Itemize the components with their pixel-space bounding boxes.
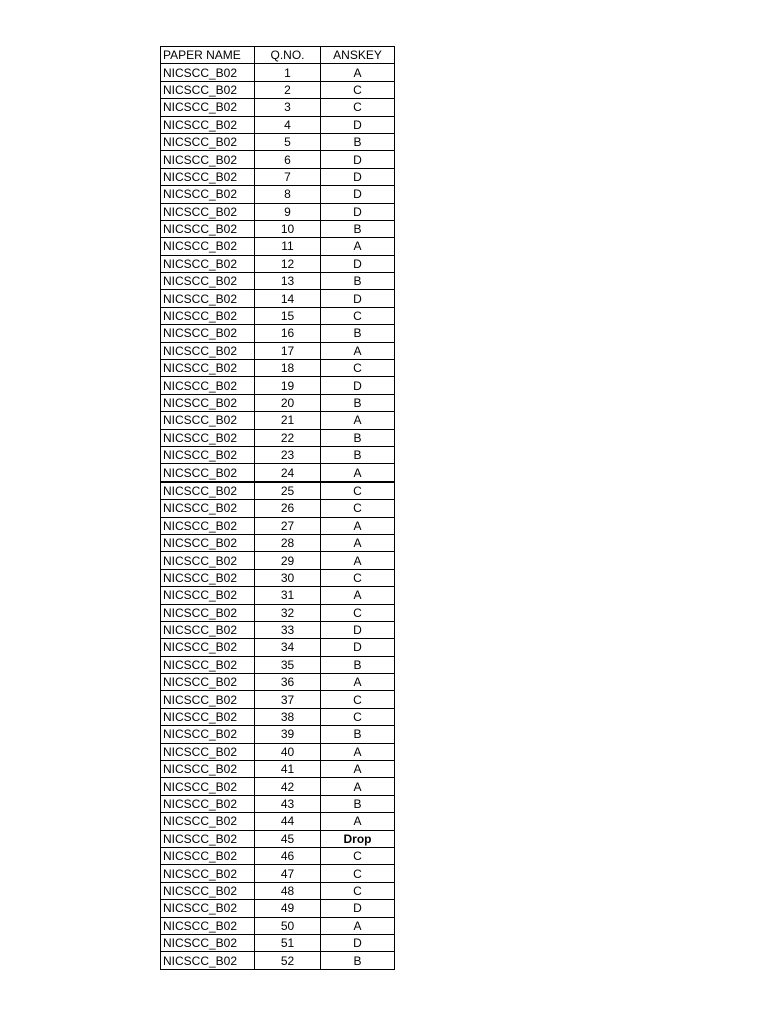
answer-key-cell: A	[321, 743, 395, 760]
question-number-cell: 45	[255, 830, 321, 847]
paper-name-cell: NICSCC_B02	[161, 900, 255, 917]
table-body	[161, 64, 395, 969]
paper-name-cell: NICSCC_B02	[161, 743, 255, 760]
question-number-cell: 35	[255, 656, 321, 673]
question-number-cell: 8	[255, 186, 321, 203]
answer-key-cell: B	[321, 446, 395, 463]
header-question-number: Q.NO.	[255, 47, 321, 64]
answer-key-cell: A	[321, 587, 395, 604]
answer-key-cell: D	[321, 290, 395, 307]
paper-name-cell: NICSCC_B02	[161, 429, 255, 446]
table-row	[161, 482, 395, 500]
paper-name-cell: NICSCC_B02	[161, 639, 255, 656]
question-number-cell: 12	[255, 255, 321, 272]
table-row	[161, 464, 395, 482]
answer-key-cell: C	[321, 691, 395, 708]
paper-name-cell: NICSCC_B02	[161, 656, 255, 673]
paper-name-cell: NICSCC_B02	[161, 569, 255, 586]
question-number-cell: 5	[255, 133, 321, 150]
question-number-cell: 42	[255, 778, 321, 795]
question-number-cell: 30	[255, 569, 321, 586]
answer-key-cell: A	[321, 552, 395, 569]
answer-key-cell: A	[321, 464, 395, 482]
table-row	[161, 569, 395, 586]
question-number-cell: 33	[255, 621, 321, 638]
paper-name-cell: NICSCC_B02	[161, 847, 255, 864]
table-row	[161, 133, 395, 150]
table-row	[161, 307, 395, 324]
header-paper-name: PAPER NAME	[161, 47, 255, 64]
paper-name-cell: NICSCC_B02	[161, 273, 255, 290]
question-number-cell: 4	[255, 116, 321, 133]
question-number-cell: 48	[255, 882, 321, 899]
paper-name-cell: NICSCC_B02	[161, 778, 255, 795]
paper-name-cell: NICSCC_B02	[161, 464, 255, 482]
table-row	[161, 99, 395, 116]
paper-name-cell: NICSCC_B02	[161, 255, 255, 272]
question-number-cell: 41	[255, 761, 321, 778]
answer-key-cell: C	[321, 482, 395, 500]
answer-key-cell: B	[321, 273, 395, 290]
paper-name-cell: NICSCC_B02	[161, 934, 255, 951]
paper-name-cell: NICSCC_B02	[161, 517, 255, 534]
table-row	[161, 847, 395, 864]
question-number-cell: 6	[255, 151, 321, 168]
table-row	[161, 552, 395, 569]
table-row	[161, 203, 395, 220]
table-row	[161, 220, 395, 237]
question-number-cell: 11	[255, 238, 321, 255]
question-number-cell: 1	[255, 64, 321, 81]
question-number-cell: 20	[255, 394, 321, 411]
answer-key-cell: D	[321, 203, 395, 220]
paper-name-cell: NICSCC_B02	[161, 500, 255, 517]
answer-key-cell: D	[321, 934, 395, 951]
answer-key-cell: C	[321, 865, 395, 882]
answer-key-cell: B	[321, 220, 395, 237]
question-number-cell: 18	[255, 360, 321, 377]
table-row	[161, 604, 395, 621]
paper-name-cell: NICSCC_B02	[161, 604, 255, 621]
paper-name-cell: NICSCC_B02	[161, 534, 255, 551]
question-number-cell: 32	[255, 604, 321, 621]
table-row	[161, 900, 395, 917]
answer-key-cell: B	[321, 133, 395, 150]
table-row	[161, 168, 395, 185]
question-number-cell: 25	[255, 482, 321, 500]
answer-key-cell: B	[321, 429, 395, 446]
answer-key-cell: D	[321, 151, 395, 168]
paper-name-cell: NICSCC_B02	[161, 621, 255, 638]
question-number-cell: 9	[255, 203, 321, 220]
header-row	[161, 47, 395, 64]
paper-name-cell: NICSCC_B02	[161, 587, 255, 604]
question-number-cell: 3	[255, 99, 321, 116]
question-number-cell: 14	[255, 290, 321, 307]
table-row	[161, 116, 395, 133]
paper-name-cell: NICSCC_B02	[161, 813, 255, 830]
paper-name-cell: NICSCC_B02	[161, 865, 255, 882]
paper-name-cell: NICSCC_B02	[161, 342, 255, 359]
table-row	[161, 446, 395, 463]
question-number-cell: 49	[255, 900, 321, 917]
answer-key-cell: A	[321, 534, 395, 551]
paper-name-cell: NICSCC_B02	[161, 360, 255, 377]
paper-name-cell: NICSCC_B02	[161, 377, 255, 394]
question-number-cell: 16	[255, 325, 321, 342]
paper-name-cell: NICSCC_B02	[161, 882, 255, 899]
question-number-cell: 21	[255, 412, 321, 429]
answer-key-cell: D	[321, 639, 395, 656]
table-row	[161, 865, 395, 882]
question-number-cell: 50	[255, 917, 321, 934]
answer-key-cell: D	[321, 186, 395, 203]
table-row	[161, 726, 395, 743]
table-row	[161, 830, 395, 847]
table-row	[161, 743, 395, 760]
table-row	[161, 934, 395, 951]
paper-name-cell: NICSCC_B02	[161, 325, 255, 342]
answer-key-cell: D	[321, 621, 395, 638]
question-number-cell: 13	[255, 273, 321, 290]
paper-name-cell: NICSCC_B02	[161, 220, 255, 237]
header-answer-key: ANSKEY	[321, 47, 395, 64]
question-number-cell: 28	[255, 534, 321, 551]
answer-key-table	[160, 46, 395, 970]
question-number-cell: 22	[255, 429, 321, 446]
table-row	[161, 186, 395, 203]
answer-key-cell: A	[321, 342, 395, 359]
answer-key-cell: D	[321, 255, 395, 272]
answer-key-cell: D	[321, 377, 395, 394]
table-row	[161, 534, 395, 551]
table-row	[161, 639, 395, 656]
table-row	[161, 429, 395, 446]
table-row	[161, 691, 395, 708]
table-row	[161, 238, 395, 255]
answer-key-cell: C	[321, 81, 395, 98]
table-row	[161, 587, 395, 604]
answer-key-cell: A	[321, 517, 395, 534]
paper-name-cell: NICSCC_B02	[161, 151, 255, 168]
paper-name-cell: NICSCC_B02	[161, 116, 255, 133]
answer-key-sheet	[160, 46, 395, 970]
answer-key-cell: C	[321, 847, 395, 864]
answer-key-cell: B	[321, 795, 395, 812]
table-row	[161, 778, 395, 795]
answer-key-cell: B	[321, 726, 395, 743]
question-number-cell: 10	[255, 220, 321, 237]
paper-name-cell: NICSCC_B02	[161, 290, 255, 307]
question-number-cell: 40	[255, 743, 321, 760]
question-number-cell: 31	[255, 587, 321, 604]
table-row	[161, 342, 395, 359]
answer-key-cell: C	[321, 99, 395, 116]
answer-key-cell: D	[321, 900, 395, 917]
paper-name-cell: NICSCC_B02	[161, 133, 255, 150]
answer-key-cell: A	[321, 917, 395, 934]
table-row	[161, 882, 395, 899]
paper-name-cell: NICSCC_B02	[161, 674, 255, 691]
table-row	[161, 674, 395, 691]
question-number-cell: 26	[255, 500, 321, 517]
question-number-cell: 36	[255, 674, 321, 691]
answer-key-cell: A	[321, 64, 395, 81]
table-row	[161, 795, 395, 812]
answer-key-cell: C	[321, 360, 395, 377]
question-number-cell: 17	[255, 342, 321, 359]
table-row	[161, 621, 395, 638]
answer-key-cell: B	[321, 952, 395, 969]
question-number-cell: 2	[255, 81, 321, 98]
question-number-cell: 23	[255, 446, 321, 463]
question-number-cell: 52	[255, 952, 321, 969]
question-number-cell: 47	[255, 865, 321, 882]
answer-key-cell: B	[321, 656, 395, 673]
table-row	[161, 290, 395, 307]
table-row	[161, 360, 395, 377]
question-number-cell: 37	[255, 691, 321, 708]
answer-key-cell: B	[321, 394, 395, 411]
table-row	[161, 517, 395, 534]
paper-name-cell: NICSCC_B02	[161, 203, 255, 220]
question-number-cell: 51	[255, 934, 321, 951]
paper-name-cell: NICSCC_B02	[161, 726, 255, 743]
answer-key-cell: A	[321, 813, 395, 830]
paper-name-cell: NICSCC_B02	[161, 552, 255, 569]
table-row	[161, 394, 395, 411]
paper-name-cell: NICSCC_B02	[161, 238, 255, 255]
paper-name-cell: NICSCC_B02	[161, 394, 255, 411]
answer-key-cell: C	[321, 500, 395, 517]
table-row	[161, 412, 395, 429]
paper-name-cell: NICSCC_B02	[161, 795, 255, 812]
question-number-cell: 19	[255, 377, 321, 394]
paper-name-cell: NICSCC_B02	[161, 99, 255, 116]
question-number-cell: 46	[255, 847, 321, 864]
question-number-cell: 15	[255, 307, 321, 324]
answer-key-cell: D	[321, 168, 395, 185]
paper-name-cell: NICSCC_B02	[161, 830, 255, 847]
answer-key-cell: D	[321, 116, 395, 133]
question-number-cell: 7	[255, 168, 321, 185]
paper-name-cell: NICSCC_B02	[161, 168, 255, 185]
table-row	[161, 761, 395, 778]
answer-key-cell: A	[321, 761, 395, 778]
paper-name-cell: NICSCC_B02	[161, 81, 255, 98]
paper-name-cell: NICSCC_B02	[161, 952, 255, 969]
answer-key-cell: A	[321, 238, 395, 255]
answer-key-cell: B	[321, 325, 395, 342]
question-number-cell: 29	[255, 552, 321, 569]
answer-key-cell: A	[321, 674, 395, 691]
answer-key-cell: C	[321, 569, 395, 586]
paper-name-cell: NICSCC_B02	[161, 64, 255, 81]
paper-name-cell: NICSCC_B02	[161, 186, 255, 203]
answer-key-cell: C	[321, 604, 395, 621]
table-row	[161, 64, 395, 81]
answer-key-cell: A	[321, 412, 395, 429]
paper-name-cell: NICSCC_B02	[161, 917, 255, 934]
table-row	[161, 917, 395, 934]
answer-key-cell: A	[321, 778, 395, 795]
table-row	[161, 656, 395, 673]
table-row	[161, 81, 395, 98]
table-row	[161, 952, 395, 969]
paper-name-cell: NICSCC_B02	[161, 691, 255, 708]
table-row	[161, 708, 395, 725]
question-number-cell: 44	[255, 813, 321, 830]
paper-name-cell: NICSCC_B02	[161, 482, 255, 500]
table-row	[161, 325, 395, 342]
answer-key-cell: C	[321, 882, 395, 899]
question-number-cell: 27	[255, 517, 321, 534]
question-number-cell: 24	[255, 464, 321, 482]
question-number-cell: 39	[255, 726, 321, 743]
question-number-cell: 34	[255, 639, 321, 656]
table-row	[161, 813, 395, 830]
paper-name-cell: NICSCC_B02	[161, 708, 255, 725]
answer-key-cell: Drop	[321, 830, 395, 847]
table-row	[161, 500, 395, 517]
question-number-cell: 43	[255, 795, 321, 812]
paper-name-cell: NICSCC_B02	[161, 307, 255, 324]
paper-name-cell: NICSCC_B02	[161, 446, 255, 463]
table-row	[161, 377, 395, 394]
table-row	[161, 151, 395, 168]
answer-key-cell: C	[321, 708, 395, 725]
answer-key-cell: C	[321, 307, 395, 324]
table-row	[161, 273, 395, 290]
paper-name-cell: NICSCC_B02	[161, 761, 255, 778]
paper-name-cell: NICSCC_B02	[161, 412, 255, 429]
question-number-cell: 38	[255, 708, 321, 725]
table-row	[161, 255, 395, 272]
